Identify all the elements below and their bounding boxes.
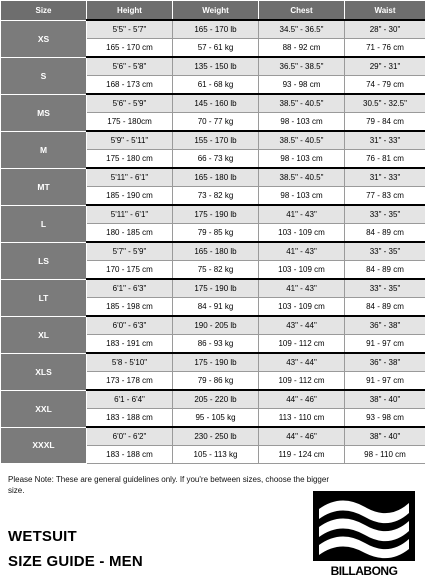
page-title <box>8 524 143 574</box>
size-label: XXL <box>1 390 87 427</box>
table-row <box>1 20 425 39</box>
height-cell: 183 - 188 cm <box>87 446 173 464</box>
chest-cell: 88 - 92 cm <box>259 39 345 58</box>
weight-cell: 230 - 250 lb <box>173 427 259 446</box>
size-label: M <box>1 131 87 168</box>
height-cell: 5'8 - 5'10" <box>87 353 173 372</box>
weight-cell: 165 - 180 lb <box>173 168 259 187</box>
table-row <box>1 168 425 187</box>
table-row <box>1 131 425 150</box>
height-cell: 175 - 180cm <box>87 113 173 132</box>
waist-cell: 84 - 89 cm <box>345 224 425 243</box>
table-body <box>1 20 425 464</box>
height-cell: 173 - 178 cm <box>87 372 173 391</box>
waist-cell: 31" - 33" <box>345 168 425 187</box>
height-cell: 6'0" - 6'2" <box>87 427 173 446</box>
table-row <box>1 316 425 335</box>
chest-cell: 93 - 98 cm <box>259 76 345 95</box>
billabong-logo <box>311 489 417 581</box>
chest-cell: 119 - 124 cm <box>259 446 345 464</box>
size-label: MS <box>1 94 87 131</box>
chest-cell: 38.5" - 40.5" <box>259 131 345 150</box>
table-row <box>1 94 425 113</box>
size-label: LT <box>1 279 87 316</box>
chest-cell: 36.5" - 38.5" <box>259 57 345 76</box>
waist-cell: 91 - 97 cm <box>345 335 425 354</box>
height-cell: 6'1" - 6'3" <box>87 279 173 298</box>
table-row <box>1 242 425 261</box>
logo-text: BILLABONG <box>330 564 398 578</box>
height-cell: 180 - 185 cm <box>87 224 173 243</box>
chest-cell: 113 - 110 cm <box>259 409 345 428</box>
billabong-wave-icon <box>311 489 417 563</box>
size-label: S <box>1 57 87 94</box>
height-cell: 5'9" - 5'11" <box>87 131 173 150</box>
weight-cell: 75 - 82 kg <box>173 261 259 280</box>
waist-cell: 71 - 76 cm <box>345 39 425 58</box>
weight-cell: 57 - 61 kg <box>173 39 259 58</box>
table-row <box>1 205 425 224</box>
weight-cell: 86 - 93 kg <box>173 335 259 354</box>
size-label: LS <box>1 242 87 279</box>
height-cell: 165 - 170 cm <box>87 39 173 58</box>
table-row <box>1 353 425 372</box>
table-row <box>1 390 425 409</box>
waist-cell: 38" - 40" <box>345 390 425 409</box>
waist-cell: 98 - 110 cm <box>345 446 425 464</box>
chest-cell: 103 - 109 cm <box>259 224 345 243</box>
weight-cell: 79 - 86 kg <box>173 372 259 391</box>
weight-cell: 190 - 205 lb <box>173 316 259 335</box>
header-waist: Waist <box>345 1 425 21</box>
chest-cell: 38.5" - 40.5" <box>259 94 345 113</box>
height-cell: 185 - 190 cm <box>87 187 173 206</box>
weight-cell: 165 - 180 lb <box>173 242 259 261</box>
weight-cell: 175 - 190 lb <box>173 353 259 372</box>
chest-cell: 41" - 43" <box>259 205 345 224</box>
chest-cell: 98 - 103 cm <box>259 187 345 206</box>
chest-cell: 109 - 112 cm <box>259 372 345 391</box>
weight-cell: 105 - 113 kg <box>173 446 259 464</box>
header-size: Size <box>1 1 87 21</box>
height-cell: 5'11" - 6'1" <box>87 168 173 187</box>
height-cell: 5'6" - 5'8" <box>87 57 173 76</box>
chest-cell: 41" - 43" <box>259 279 345 298</box>
waist-cell: 93 - 98 cm <box>345 409 425 428</box>
waist-cell: 84 - 89 cm <box>345 298 425 317</box>
header-height: Height <box>87 1 173 21</box>
size-label: L <box>1 205 87 242</box>
waist-cell: 36" - 38" <box>345 353 425 372</box>
height-cell: 5'7" - 5'9" <box>87 242 173 261</box>
height-cell: 170 - 175 cm <box>87 261 173 280</box>
header-weight: Weight <box>173 1 259 21</box>
chest-cell: 109 - 112 cm <box>259 335 345 354</box>
chest-cell: 41" - 43" <box>259 242 345 261</box>
size-label: XL <box>1 316 87 353</box>
weight-cell: 135 - 150 lb <box>173 57 259 76</box>
weight-cell: 175 - 190 lb <box>173 279 259 298</box>
weight-cell: 70 - 77 kg <box>173 113 259 132</box>
table-row <box>1 57 425 76</box>
title-line-1: WETSUIT <box>8 528 77 545</box>
height-cell: 185 - 198 cm <box>87 298 173 317</box>
weight-cell: 61 - 68 kg <box>173 76 259 95</box>
waist-cell: 77 - 83 cm <box>345 187 425 206</box>
header-chest: Chest <box>259 1 345 21</box>
height-cell: 168 - 173 cm <box>87 76 173 95</box>
height-cell: 5'5" - 5'7" <box>87 20 173 39</box>
chest-cell: 43" - 44" <box>259 316 345 335</box>
header-row <box>1 1 425 21</box>
chest-cell: 34.5" - 36.5" <box>259 20 345 39</box>
chest-cell: 43" - 44" <box>259 353 345 372</box>
size-note: Please Note: These are general guidelines only. If you're between sizes, choose the bigger size. <box>8 475 329 495</box>
height-cell: 183 - 191 cm <box>87 335 173 354</box>
height-cell: 183 - 188 cm <box>87 409 173 428</box>
chest-cell: 98 - 103 cm <box>259 113 345 132</box>
chest-cell: 44" - 46" <box>259 427 345 446</box>
title-line-2: SIZE GUIDE - MEN <box>8 553 143 570</box>
weight-cell: 66 - 73 kg <box>173 150 259 169</box>
height-cell: 5'11" - 6'1" <box>87 205 173 224</box>
height-cell: 6'1 - 6'4" <box>87 390 173 409</box>
waist-cell: 30.5" - 32.5" <box>345 94 425 113</box>
chest-cell: 103 - 109 cm <box>259 298 345 317</box>
waist-cell: 79 - 84 cm <box>345 113 425 132</box>
weight-cell: 145 - 160 lb <box>173 94 259 113</box>
size-label: XLS <box>1 353 87 390</box>
size-label: XXXL <box>1 427 87 464</box>
weight-cell: 175 - 190 lb <box>173 205 259 224</box>
waist-cell: 84 - 89 cm <box>345 261 425 280</box>
chest-cell: 44" - 46" <box>259 390 345 409</box>
chest-cell: 98 - 103 cm <box>259 150 345 169</box>
size-label: XS <box>1 20 87 57</box>
waist-cell: 33" - 35" <box>345 279 425 298</box>
table-row <box>1 427 425 446</box>
waist-cell: 28" - 30" <box>345 20 425 39</box>
table-row <box>1 279 425 298</box>
waist-cell: 74 - 79 cm <box>345 76 425 95</box>
chest-cell: 103 - 109 cm <box>259 261 345 280</box>
height-cell: 6'0" - 6'3" <box>87 316 173 335</box>
waist-cell: 33" - 35" <box>345 205 425 224</box>
weight-cell: 165 - 170 lb <box>173 20 259 39</box>
waist-cell: 29" - 31" <box>345 57 425 76</box>
height-cell: 5'6" - 5'9" <box>87 94 173 113</box>
size-label: MT <box>1 168 87 205</box>
weight-cell: 95 - 105 kg <box>173 409 259 428</box>
waist-cell: 33" - 35" <box>345 242 425 261</box>
weight-cell: 205 - 220 lb <box>173 390 259 409</box>
waist-cell: 31" - 33" <box>345 131 425 150</box>
waist-cell: 38" - 40" <box>345 427 425 446</box>
height-cell: 175 - 180 cm <box>87 150 173 169</box>
chest-cell: 38.5" - 40.5" <box>259 168 345 187</box>
weight-cell: 155 - 170 lb <box>173 131 259 150</box>
weight-cell: 73 - 82 kg <box>173 187 259 206</box>
waist-cell: 76 - 81 cm <box>345 150 425 169</box>
weight-cell: 79 - 85 kg <box>173 224 259 243</box>
waist-cell: 36" - 38" <box>345 316 425 335</box>
waist-cell: 91 - 97 cm <box>345 372 425 391</box>
weight-cell: 84 - 91 kg <box>173 298 259 317</box>
